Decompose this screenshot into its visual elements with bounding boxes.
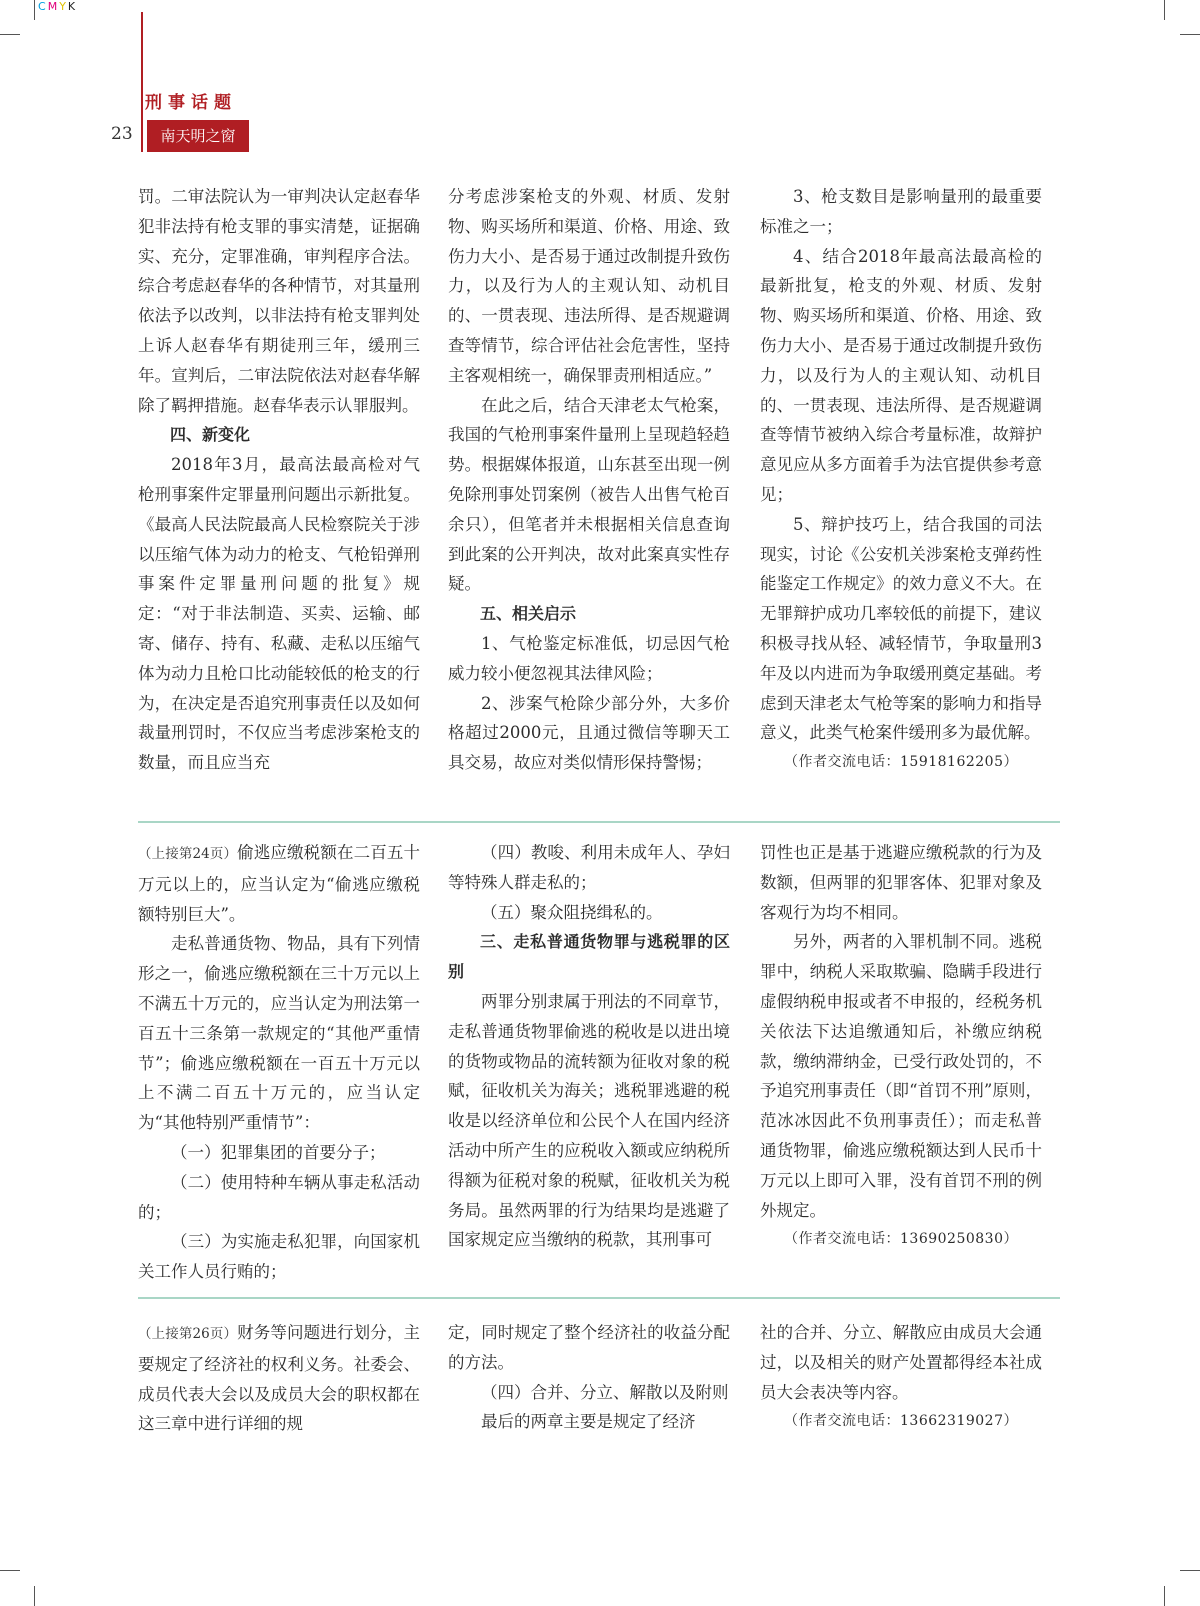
column-title: 刑事话题 <box>145 93 237 113</box>
crop-mark <box>1164 0 1165 20</box>
article3-column-2 <box>448 1318 730 1437</box>
paragraph: 1、气枪鉴定标准低，切忌因气枪威力较小便忽视其法律风险； <box>448 633 730 683</box>
paragraph: 5、辩护技巧上，结合我国的司法现实，讨论《公安机关涉案枪支弹药性能鉴定工作规定》的效力意义不大。在无罪辩护成功几率较低的前提下，建议积极寻找从轻、减轻情节，争取量刑3年及以内进而为争取缓刑奠定基础。考虑到天津老太气枪等案的影响力和指导意义，此类气枪案件缓刑多为最优解。 <box>760 514 1042 743</box>
cmyk-y: Y <box>59 0 68 13</box>
paragraph: 另外，两者的入罪机制不同。逃税罪中，纳税人采取欺骗、隐瞒手段进行虚假纳税申报或者不申报的，经税务机关依法下达追缴通知后，补缴应纳税款，缴纳滞纳金，已受行政处罚的，不予追究刑事责任（即“首罚不刑”原则，范冰冰因此不负刑事责任）；而走私普通货物罪，偷逃应缴税额达到人民币十万元以上即可入罪，没有首罚不刑的例外规定。 <box>760 932 1042 1220</box>
paragraph: 2018年3月，最高法最高检对气枪刑事案件定罪量刑问题出示新批复。《最高人民法院最高人民检察院关于涉以压缩气体为动力的枪支、气枪铅弹刑事案件定罪量刑问题的批复》规定：“对于非法制造、买卖、运输、邮寄、储存、持有、私藏、走私以压缩气体为动力且枪口比动能较低的枪支的行为，在决定是否追究刑事责任以及如何裁量刑罚时，不仅应当考虑涉案枪支的数量，而且应当充 <box>138 455 420 773</box>
crop-mark <box>34 1586 35 1606</box>
cmyk-c: C <box>38 0 48 13</box>
page-number: 23 <box>111 124 133 144</box>
paragraph: 2、涉案气枪除少部分外，大多价格超过2000元，且通过微信等聊天工具交易，故应对类似情形保持警惕； <box>448 693 730 773</box>
paragraph: 两罪分别隶属于刑法的不同章节，走私普通货物罪偷逃的税收是以进出境的货物或物品的流转额为征收对象的税赋，征收机关为海关；逃税罪逃避的税收是以经济单位和公民个人在国内经济活动中所产生的应税收入额或应纳税所得额为征税对象的税赋，征收机关为税务局。虽然两罪的行为结果均是逃避了国家规定应当缴纳的税款，其刑事可 <box>448 991 730 1250</box>
article3-column-3 <box>760 1318 1042 1437</box>
article3-column-1 <box>138 1318 420 1439</box>
crop-mark <box>1180 34 1200 35</box>
paragraph-text: 财务等问题进行划分，主要规定了经济社的权利义务。社委会、成员代表大会以及成员大会的职权都在这三章中进行详细的规 <box>138 1323 421 1434</box>
paragraph: 在此之后，结合天津老太气枪案，我国的气枪刑事案件量刑上呈现趋轻趋势。根据媒体报道，山东甚至出现一例免除刑事处罚案例（被告人出售气枪百余只），但笔者并未根据相关信息查询到此案的公开判决，故对此案真实性存疑。 <box>448 395 730 594</box>
article1-column-3 <box>760 182 1042 778</box>
paragraph: （三）为实施走私犯罪，向国家机关工作人员行贿的； <box>138 1232 420 1282</box>
section-divider <box>138 1297 1060 1299</box>
section-badge: 南天明之窗 <box>147 120 249 152</box>
section-heading: 五、相关启示 <box>480 604 577 624</box>
section-divider <box>138 821 1060 823</box>
paragraph <box>138 1318 420 1439</box>
continued-from-label: （上接第24页） <box>138 846 238 862</box>
article1-column-1 <box>138 182 420 778</box>
crop-mark <box>0 34 20 35</box>
paragraph: 最后的两章主要是规定了经济 <box>481 1412 696 1432</box>
paragraph: 罚性也正是基于逃避应缴税款的行为及数额，但两罪的犯罪客体、犯罪对象及客观行为均不相同。 <box>760 843 1042 922</box>
paragraph: （二）使用特种车辆从事走私活动的； <box>138 1172 420 1222</box>
cmyk-color-bar <box>38 0 77 13</box>
paragraph: 4、结合2018年最高法最高检的最新批复，枪支的外观、材质、发射物、购买场所和渠道、价格、用途、致伤力大小、是否易于通过改制提升致伤力，以及行为人的主观认知、动机目的、一贯表现、违法所得、是否规避调查等情节被纳入综合考量标准，故辩护意见应从多方面着手为法官提供参考意见； <box>760 246 1042 504</box>
paragraph: 分考虑涉案枪支的外观、材质、发射物、购买场所和渠道、价格、用途、致伤力大小、是否易于通过改制提升致伤力，以及行为人的主观认知、动机目的、一贯表现、违法所得、是否规避调查等情节，综合评估社会危害性，坚持主客观相统一，确保罪责刑相适应。” <box>448 187 730 385</box>
article1-column-2 <box>448 182 730 778</box>
paragraph-text: 偷逃应缴税额在二百五十万元以上的，应当认定为“偷逃应缴税额特别巨大”。 <box>138 843 421 924</box>
article2-column-2 <box>448 838 730 1255</box>
cmyk-m: M <box>47 0 60 13</box>
author-contact: （作者交流电话：13690250830） <box>784 1231 1018 1248</box>
section-heading: 四、新变化 <box>170 425 251 445</box>
crop-mark <box>1180 1570 1200 1571</box>
paragraph: 走私普通货物、物品，具有下列情形之一，偷逃应缴税额在三十万元以上不满五十万元的，应当认定为刑法第一百五十三条第一款规定的“其他严重情节”；偷逃应缴税额在一百五十万元以上不满二百五十万元的，应当认定为“其他特别严重情节”： <box>138 934 420 1133</box>
crop-mark <box>1164 1586 1165 1606</box>
author-contact: （作者交流电话：15918162205） <box>784 754 1018 771</box>
article2-column-3 <box>760 838 1042 1255</box>
paragraph: 3、枪支数目是影响量刑的最重要标准之一； <box>760 187 1042 236</box>
article2-column-1 <box>138 838 420 1287</box>
crop-mark <box>0 1570 20 1571</box>
crop-mark <box>34 0 35 20</box>
continued-from-label: （上接第26页） <box>138 1326 238 1342</box>
author-contact: （作者交流电话：13662319027） <box>784 1413 1018 1430</box>
cmyk-k: K <box>67 0 78 13</box>
paragraph: 定，同时规定了整个经济社的收益分配的方法。 <box>448 1323 730 1372</box>
header-rule <box>141 12 143 152</box>
paragraph: （五）聚众阻挠缉私的。 <box>481 902 663 922</box>
paragraph: 罚。二审法院认为一审判决认定赵春华犯非法持有枪支罪的事实清楚，证据确实、充分，定罪准确，审判程序合法。综合考虑赵春华的各种情节，对其量刑依法予以改判，以非法持有枪支罪判处上诉人赵春华有期徒刑三年，缓刑三年。宣判后，二审法院依法对赵春华解除了羁押措施。赵春华表示认罪服判。 <box>138 187 420 415</box>
section-heading: 三、走私普通货物罪与逃税罪的区别 <box>448 932 730 982</box>
paragraph: （一）犯罪集团的首要分子； <box>171 1142 386 1162</box>
paragraph: （四）教唆、利用未成年人、孕妇等特殊人群走私的； <box>448 843 730 892</box>
paragraph: 社的合并、分立、解散应由成员大会通过，以及相关的财产处置都得经本社成员大会表决等内容。 <box>760 1323 1042 1402</box>
paragraph: （四）合并、分立、解散以及附则 <box>481 1382 729 1402</box>
paragraph <box>138 838 420 929</box>
